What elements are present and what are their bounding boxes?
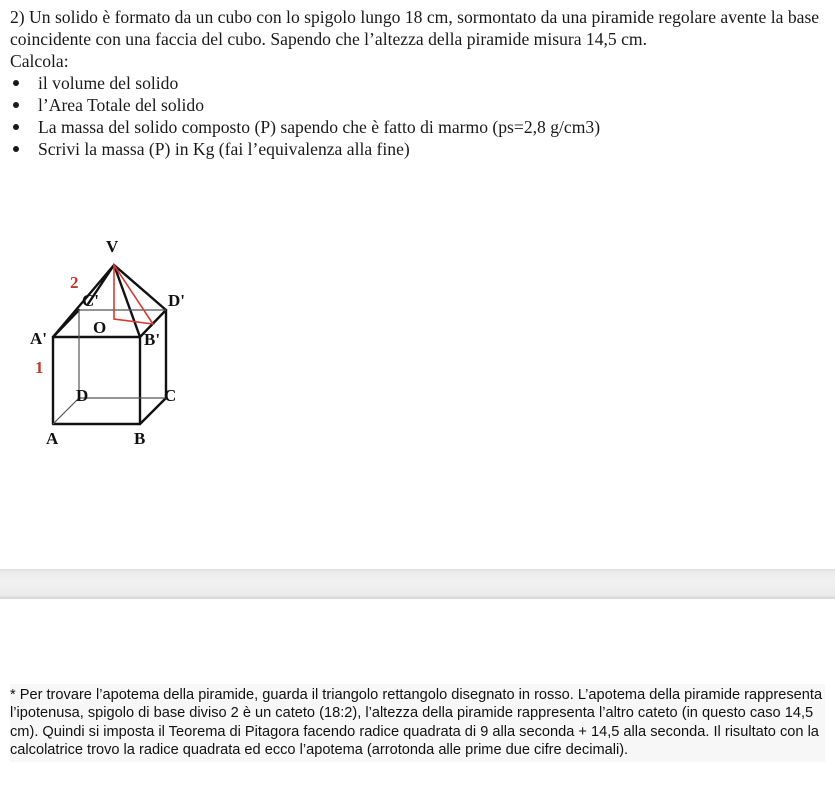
task-item: Scrivi la massa (P) in Kg (fai l’equivalenza alla fine) (10, 138, 825, 160)
label-1: 1 (35, 358, 44, 377)
label-a-prime: A' (30, 329, 47, 348)
problem-statement: 2) Un solido è formato da un cubo con lo spigolo lungo 18 cm, sormontato da una piramide regolare avente la base coincidente con una faccia del cubo. Sapendo che l’altezza della piramide misura 14,5 cm. (10, 7, 820, 49)
solid-figure (20, 232, 200, 452)
label-c: C (164, 386, 177, 405)
cube-right-vertical-edge (140, 310, 166, 424)
label-b: B (134, 429, 146, 448)
label-c-prime: C' (82, 291, 99, 310)
task-list (10, 72, 825, 160)
section-divider (0, 569, 835, 599)
label-v: V (106, 237, 119, 256)
task-item: La massa del solido composto (P) sapendo che è fatto di marmo (ps=2,8 g/cm3) (10, 116, 825, 138)
label-a: A (46, 429, 59, 448)
problem-text (10, 6, 825, 160)
task-item: il volume del solido (10, 72, 825, 94)
label-d-prime: D' (168, 291, 185, 310)
calcola-label: Calcola: (10, 51, 69, 71)
label-2: 2 (70, 273, 79, 292)
cube-pyramid-diagram (20, 232, 200, 452)
task-item: l’Area Totale del solido (10, 94, 825, 116)
label-d: D (76, 386, 89, 405)
label-o: O (93, 318, 107, 337)
label-b-prime: B' (144, 330, 161, 349)
apothem-note: * Per trovare l’apotema della piramide, guarda il triangolo rettangolo disegnato in rosso. L’apotema della piramide rappresenta l’ipotenusa, spigolo di base diviso 2 è un cateto (18:2), l’altezza della piramide rappresenta l’altro cateto (in questo caso 14,5 cm). Quindi si imposta il Teorema di Pitagora facendo radice quadrata di 9 alla seconda + 14,5 alla seconda. Il risultato con la calcolatrice trovo la radice quadrata ed ecco l’apotema (arrotonda alle prime due cifre decimali). (10, 684, 825, 762)
